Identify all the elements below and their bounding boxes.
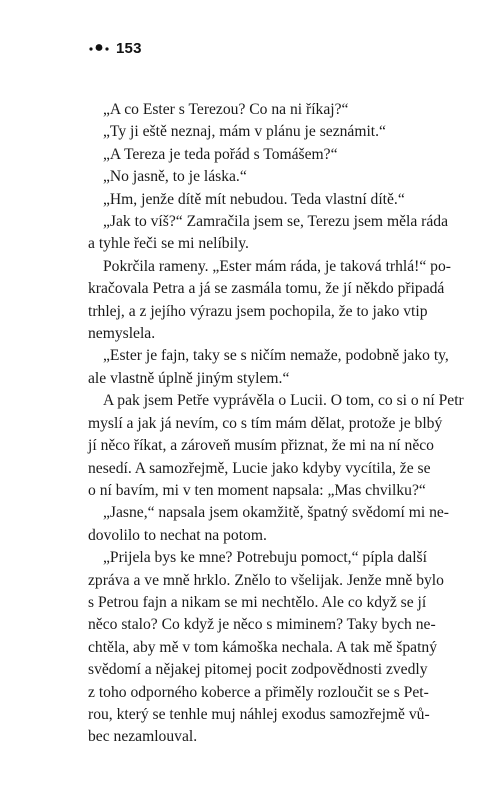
text-line: s Petrou fajn a nikam se mi nechtělo. Ale co když se jí <box>88 593 427 611</box>
text-line: a tyhle řeči se mi nelíbily. <box>88 235 249 253</box>
paragraph <box>88 121 419 143</box>
paragraph <box>88 99 419 121</box>
text-line: o ní bavím, mi v ten moment napsala: „Mas chvilku?“ <box>88 481 426 499</box>
text-line: nesedí. A samozřejmě, Lucie jako kdyby vycítila, že se <box>88 459 431 477</box>
text-line: Pokrčila rameny. „Ester mám ráda, je taková trhlá!“ po- <box>103 257 451 275</box>
text-line: ale vlastně úplně jiným stylem.“ <box>88 369 290 387</box>
paragraph <box>88 256 451 346</box>
text-line: „Jasne,“ napsala jsem okamžitě, špatný svědomí mi ne- <box>103 504 449 522</box>
paragraph <box>88 502 449 547</box>
text-line: jí něco říkat, a zároveň musím přiznat, že mi na ní něco <box>88 437 434 455</box>
text-line: A pak jsem Petře vyprávěla o Lucii. O tom, co si o ní Petr <box>103 392 464 410</box>
text-line: „Ty ji eště neznaj, mám v plánu je seznámit.“ <box>103 123 386 141</box>
paragraph <box>88 547 444 749</box>
text-line: trhlej, a z jejího výrazu jsem pochopila, že to jako vtip <box>88 302 428 320</box>
text-line: „Jak to víš?“ Zamračila jsem se, Terezu jsem měla ráda <box>103 213 448 231</box>
text-line: „Ester je fajn, taky se s ničím nemaže, podobně jako ty, <box>103 347 449 365</box>
text-line: nemyslela. <box>88 325 156 343</box>
text-line: něco stalo? Co když je něco s miminem? Taky bych ne- <box>88 616 436 634</box>
text-line: „A Tereza je teda pořád s Tomášem?“ <box>103 145 338 163</box>
text-line: rou, který se tenhle muj náhlej exodus samozřejmě vů- <box>88 705 430 723</box>
page-number: 153 <box>116 39 142 57</box>
paragraph <box>88 345 449 390</box>
text-line: „Hm, jenže dítě mít nebudou. Teda vlastní dítě.“ <box>103 190 405 208</box>
paragraph <box>88 166 419 188</box>
body-text <box>88 99 464 749</box>
paragraph <box>88 144 419 166</box>
text-line: dovolilo to nechat na potom. <box>88 526 267 544</box>
text-line: svědomí a nějakej pitomej pocit zodpovědnosti zvedly <box>88 661 428 679</box>
text-line: zpráva a ve mně hrklo. Znělo to všelijak. Jenže mně bylo <box>88 571 444 589</box>
text-line: myslí a jak já nevím, co s tím mám dělat, protože je blbý <box>88 414 443 432</box>
dots-ornament-icon <box>88 43 110 53</box>
paragraph <box>88 390 464 502</box>
paragraph <box>88 189 419 211</box>
text-line: „A co Ester s Terezou? Co na ni říkaj?“ <box>103 101 349 118</box>
text-line: kračovala Petra a já se zasmála tomu, že jí někdo připadá <box>88 280 445 298</box>
page-header <box>88 38 142 58</box>
text-line: z toho odporného koberce a přiměly rozloučit se s Pet- <box>88 683 429 701</box>
text-line: chtěla, aby mě v tom kámoška nechala. A tak mě špatný <box>88 638 438 656</box>
text-line: bec nezamlouval. <box>88 728 198 746</box>
paragraph <box>88 211 448 256</box>
text-line: „Prijela bys ke mne? Potrebuju pomoct,“ pípla další <box>103 549 427 567</box>
text-line: „No jasně, to je láska.“ <box>103 168 247 186</box>
